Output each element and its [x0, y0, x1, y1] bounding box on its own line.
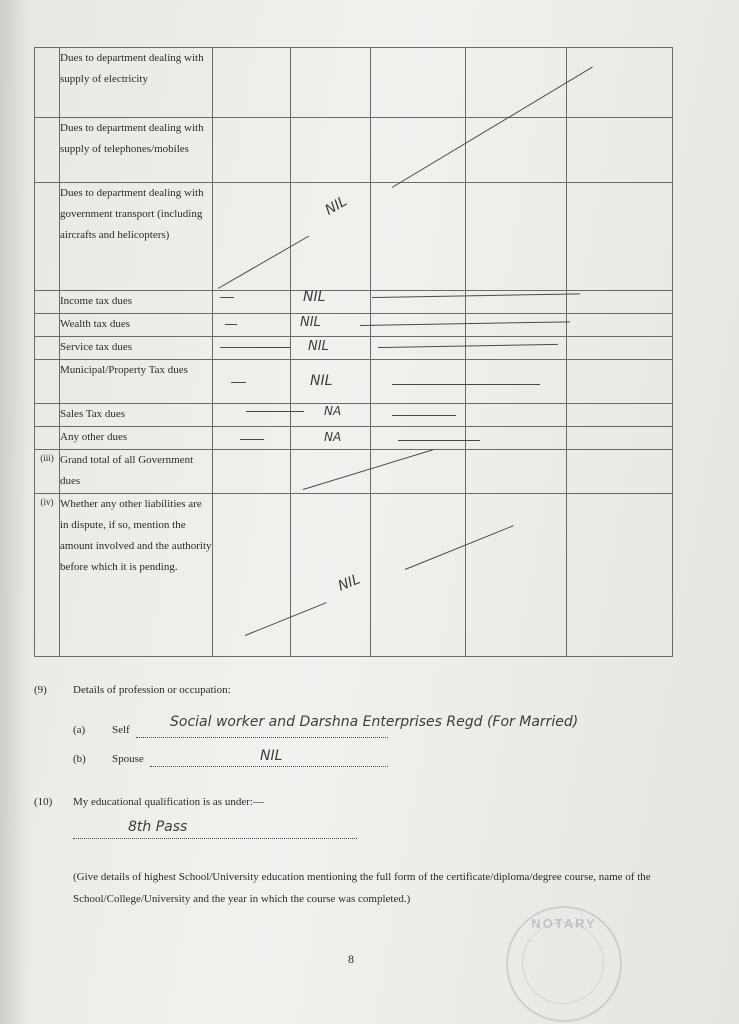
handwritten-na: NA	[324, 404, 342, 418]
row-number	[35, 291, 60, 314]
pen-stroke	[246, 411, 304, 412]
spouse-field-line	[150, 766, 388, 767]
table-row	[35, 450, 673, 494]
row-label: Dues to department dealing with government transport (including aircrafts and helicopters)	[60, 183, 213, 291]
row-number	[35, 314, 60, 337]
row-number	[35, 183, 60, 291]
self-field-line	[136, 737, 388, 738]
row-number	[35, 337, 60, 360]
table-row	[35, 183, 673, 291]
row-number	[35, 360, 60, 404]
instruction-note: (Give details of highest School/University education mentioning the full form of the certificate/diploma/degree course, name of the School/College/University and the year in which the course was completed.)	[73, 871, 651, 905]
self-label: Self	[112, 724, 130, 736]
pen-stroke	[392, 415, 456, 416]
pen-stroke	[220, 297, 234, 298]
table-row	[35, 48, 673, 118]
government-dues-table	[34, 47, 673, 657]
handwritten-nil: NIL	[300, 315, 321, 330]
row-label: Service tax dues	[60, 337, 213, 360]
stamp-inner-ring	[522, 922, 604, 1004]
row-label: Dues to department dealing with supply of electricity	[60, 48, 213, 118]
handwritten-nil: NIL	[310, 373, 333, 389]
handwritten-nil: NIL	[303, 289, 326, 305]
pen-stroke	[225, 324, 237, 325]
spouse-label: Spouse	[112, 753, 144, 765]
table-row	[35, 314, 673, 337]
pen-stroke	[392, 384, 540, 385]
self-occupation-value: Social worker and Darshna Enterprises Regd (For Married)	[170, 714, 579, 730]
table-row	[35, 404, 673, 427]
stamp-text: NOTARY	[531, 916, 597, 931]
pen-stroke	[240, 439, 264, 440]
row-label: Any other dues	[60, 427, 213, 450]
page-binding-shadow	[0, 0, 30, 1024]
row-label: Whether any other liabilities are in dispute, if so, mention the amount involved and the authority before which it is pending.	[60, 494, 213, 657]
item-marker: (a)	[73, 724, 86, 736]
row-number	[35, 48, 60, 118]
section-number: (10)	[34, 796, 53, 808]
handwritten-nil: NIL	[308, 339, 329, 354]
item-marker: (b)	[73, 753, 86, 765]
row-label: Sales Tax dues	[60, 404, 213, 427]
section-heading: Details of profession or occupation:	[73, 684, 231, 696]
row-label: Wealth tax dues	[60, 314, 213, 337]
pen-stroke	[398, 440, 480, 441]
table-row	[35, 427, 673, 450]
notary-stamp	[506, 906, 622, 1022]
handwritten-na: NA	[324, 430, 342, 444]
table-row	[35, 337, 673, 360]
spouse-occupation-value: NIL	[260, 748, 283, 764]
handwritten-nil: NIL	[335, 571, 363, 595]
row-number: (iv)	[35, 494, 60, 657]
row-label: Dues to department dealing with supply of telephones/mobiles	[60, 118, 213, 183]
row-label: Income tax dues	[60, 291, 213, 314]
qualification-field-line	[73, 838, 357, 839]
row-label: Grand total of all Government dues	[60, 450, 213, 494]
section-heading: My educational qualification is as under:—	[73, 796, 264, 808]
table-row	[35, 360, 673, 404]
row-number: (iii)	[35, 450, 60, 494]
page-number: 8	[348, 952, 354, 966]
row-number	[35, 404, 60, 427]
row-number	[35, 427, 60, 450]
qualification-value: 8th Pass	[128, 819, 188, 835]
section-number: (9)	[34, 684, 47, 696]
handwritten-nil: NIL	[322, 193, 350, 219]
pen-stroke	[220, 347, 290, 348]
table-row	[35, 118, 673, 183]
row-number	[35, 118, 60, 183]
row-label: Municipal/Property Tax dues	[60, 360, 213, 404]
pen-stroke	[231, 382, 246, 383]
